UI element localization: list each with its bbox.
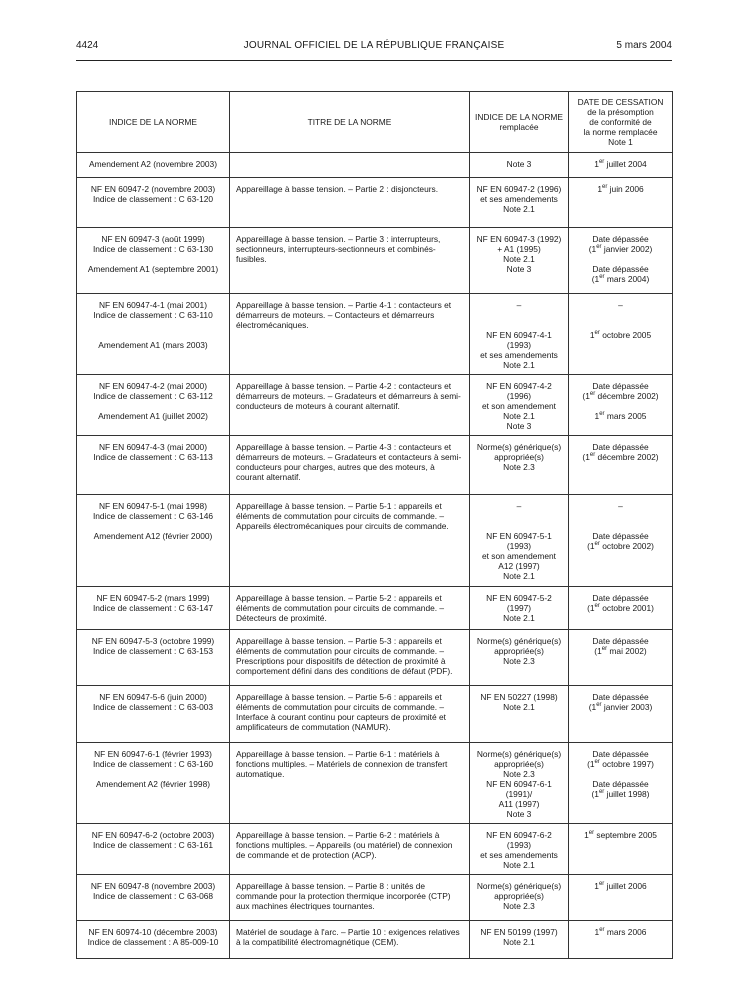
cell-line: Note 2.1 bbox=[503, 360, 535, 370]
table-row bbox=[77, 824, 673, 875]
cell-col4-content bbox=[569, 436, 672, 466]
cell-line: 1er juin 2006 bbox=[597, 184, 644, 194]
cell-line: NF EN 50199 (1997) bbox=[480, 927, 558, 937]
cell-col2 bbox=[230, 294, 470, 375]
cell-col2-content bbox=[230, 875, 469, 915]
cell-col1-content bbox=[77, 436, 229, 466]
cell-line: Appareillage à basse tension. – Partie 4-2 : contacteurs et démarreurs de moteurs. – Gradateurs et démarreurs à semi-conducteurs de moteurs à courant alternatif. bbox=[236, 381, 461, 411]
cell-col4 bbox=[569, 153, 673, 178]
cell-line: Date dépassée bbox=[592, 234, 649, 244]
cell-line: NF EN 60947-5-2 (mars 1999) bbox=[96, 593, 210, 603]
cell-col4-content bbox=[569, 921, 672, 941]
cell-line: – bbox=[618, 501, 623, 511]
cell-line: Note 2.1 bbox=[503, 613, 535, 623]
cell-col1-content bbox=[77, 875, 229, 905]
cell-col4 bbox=[569, 743, 673, 824]
cell-col1 bbox=[77, 436, 230, 495]
cell-col1-content bbox=[77, 587, 229, 617]
cell-line bbox=[573, 769, 668, 779]
table-row bbox=[77, 495, 673, 587]
cell-col1-content bbox=[77, 495, 229, 545]
cell-line: NF EN 60947-4-1 (1993) bbox=[486, 330, 552, 350]
cell-line: (1er octobre 2001) bbox=[587, 603, 654, 613]
cell-line: et ses amendements bbox=[480, 350, 558, 360]
cell-line bbox=[474, 521, 564, 531]
table-row bbox=[77, 436, 673, 495]
table-header-row bbox=[77, 92, 673, 153]
cell-col1 bbox=[77, 587, 230, 630]
cell-line: et ses amendements bbox=[480, 194, 558, 204]
cell-col2-content bbox=[230, 436, 469, 486]
cell-col3 bbox=[470, 495, 569, 587]
cell-line: (1er mai 2002) bbox=[594, 646, 647, 656]
cell-col2-content bbox=[230, 587, 469, 627]
cell-line: Indice de classement : C 63-130 bbox=[92, 244, 214, 254]
cell-col1-content bbox=[77, 824, 229, 854]
cell-col4 bbox=[569, 436, 673, 495]
cell-line: Note 2.1 bbox=[503, 860, 535, 870]
cell-line: Indice de classement : C 63-112 bbox=[93, 391, 213, 401]
cell-col1-content bbox=[77, 743, 229, 793]
cell-line: + A1 (1995) bbox=[497, 244, 541, 254]
cell-line: 1er juillet 2006 bbox=[594, 881, 647, 891]
cell-col4 bbox=[569, 178, 673, 228]
cell-line: Appareillage à basse tension. – Partie 3 : interrupteurs, sectionneurs, interrupteurs-sectionneurs et combinés-fusibles. bbox=[236, 234, 441, 264]
cell-line: NF EN 60947-5-3 (octobre 1999) bbox=[91, 636, 215, 646]
cell-line: Norme(s) générique(s) bbox=[476, 636, 562, 646]
cell-line: NF EN 60947-6-2 (octobre 2003) bbox=[91, 830, 215, 840]
table-row bbox=[77, 587, 673, 630]
cell-line: NF EN 60947-4-2 (mai 2000) bbox=[99, 381, 207, 391]
cell-col2-content bbox=[230, 375, 469, 415]
cell-line: Norme(s) générique(s) bbox=[476, 749, 562, 759]
cell-col2 bbox=[230, 921, 470, 959]
cell-col1-content bbox=[77, 630, 229, 660]
cell-line: NF EN 60947-4-3 (mai 2000) bbox=[99, 442, 207, 452]
cell-col1 bbox=[77, 153, 230, 178]
cell-col2 bbox=[230, 436, 470, 495]
cell-line: Date dépassée bbox=[592, 264, 649, 274]
cell-line: Indice de classement : C 63-153 bbox=[92, 646, 214, 656]
cell-line: Indice de classement : C 63-113 bbox=[93, 452, 213, 462]
cell-line: Matériel de soudage à l'arc. – Partie 10 : exigences relatives à la compatibilité électromagnétique (CEM). bbox=[236, 927, 460, 947]
cell-line: Note 2.3 bbox=[503, 462, 535, 472]
cell-line: Amendement A1 (mars 2003) bbox=[98, 340, 208, 350]
cell-col2-content bbox=[230, 921, 469, 951]
cell-line: Note 3 bbox=[506, 809, 532, 819]
cell-line: appropriée(s) bbox=[494, 452, 544, 462]
cell-line: NF EN 60947-3 (août 1999) bbox=[101, 234, 205, 244]
cell-line: NF EN 60947-4-1 (mai 2001) bbox=[99, 300, 207, 310]
cell-line: Amendement A1 (juillet 2002) bbox=[98, 411, 208, 421]
cell-line: et ses amendements bbox=[480, 850, 558, 860]
cell-line: Indice de classement : C 63-068 bbox=[92, 891, 214, 901]
cell-col3-content bbox=[470, 921, 568, 951]
cell-col2-content bbox=[230, 228, 469, 268]
header-col3-line: INDICE DE LA NORME bbox=[475, 112, 563, 122]
cell-line: Date dépassée bbox=[592, 636, 649, 646]
cell-col4 bbox=[569, 875, 673, 921]
cell-line: A11 (1997) bbox=[498, 799, 540, 809]
cell-line: A12 (1997) bbox=[498, 561, 540, 571]
cell-line: (1er octobre 2002) bbox=[587, 541, 654, 551]
cell-line: Appareillage à basse tension. – Partie 5-3 : appareils et éléments de commutation pour circuits de commande. – Prescriptions pour dispositifs de détection de proximité à comportement défini dans des conditions de défaut (PDF). bbox=[236, 636, 453, 676]
cell-col1-content bbox=[77, 686, 229, 716]
cell-line: Appareillage à basse tension. – Partie 6-1 : matériels à fonctions multiples. – Matériels de connexion de transfert automatique. bbox=[236, 749, 448, 779]
cell-col2 bbox=[230, 743, 470, 824]
cell-col4-content bbox=[569, 686, 672, 716]
header-col1: INDICE DE LA NORME bbox=[77, 92, 230, 153]
table-row bbox=[77, 375, 673, 436]
cell-line: Date dépassée bbox=[592, 779, 649, 789]
cell-line: Amendement A1 (septembre 2001) bbox=[87, 264, 219, 274]
cell-col3 bbox=[470, 824, 569, 875]
cell-line: Date dépassée bbox=[592, 749, 649, 759]
cell-line: (1er décembre 2002) bbox=[582, 452, 659, 462]
header-col4-line: DATE DE CESSATION bbox=[577, 97, 664, 107]
cell-col4-content bbox=[569, 495, 672, 555]
cell-col4-content bbox=[569, 375, 672, 425]
cell-line: 1er mars 2005 bbox=[594, 411, 647, 421]
cell-line: NF EN 60947-5-1 (mai 1998) bbox=[99, 501, 207, 511]
cell-line: NF EN 60947-4-2 (1996) bbox=[486, 381, 552, 401]
cell-line: Note 3 bbox=[506, 159, 532, 169]
cell-line: (1er mars 2004) bbox=[591, 274, 650, 284]
cell-col4 bbox=[569, 630, 673, 686]
standards-table bbox=[76, 91, 673, 959]
cell-col2 bbox=[230, 630, 470, 686]
cell-col3 bbox=[470, 178, 569, 228]
cell-line: Indice de classement : C 63-120 bbox=[92, 194, 214, 204]
cell-line bbox=[573, 320, 668, 330]
cell-line: Amendement A2 (février 1998) bbox=[95, 779, 211, 789]
cell-col4 bbox=[569, 228, 673, 294]
cell-line: Note 3 bbox=[506, 264, 532, 274]
cell-col1 bbox=[77, 178, 230, 228]
cell-col4 bbox=[569, 495, 673, 587]
header-col4-line: de la présomption bbox=[587, 107, 654, 117]
cell-line: (1er janvier 2003) bbox=[588, 702, 653, 712]
cell-line: Date dépassée bbox=[592, 381, 649, 391]
cell-line: Indice de classement : C 63-003 bbox=[92, 702, 214, 712]
cell-col4 bbox=[569, 375, 673, 436]
cell-line: Note 2.1 bbox=[503, 702, 535, 712]
cell-col3-content bbox=[470, 153, 568, 173]
cell-line: et son amendement bbox=[481, 551, 557, 561]
cell-col3-content bbox=[470, 375, 568, 435]
cell-col4-content bbox=[569, 228, 672, 288]
cell-col2 bbox=[230, 824, 470, 875]
cell-col1-content bbox=[77, 153, 229, 173]
cell-col3-content bbox=[470, 743, 568, 823]
cell-line: (1er janvier 2002) bbox=[588, 244, 653, 254]
cell-col1 bbox=[77, 824, 230, 875]
cell-line: 1er octobre 2005 bbox=[589, 330, 652, 340]
cell-col4-content bbox=[569, 875, 672, 895]
cell-line: Indice de classement : C 63-160 bbox=[92, 759, 214, 769]
cell-line: appropriée(s) bbox=[494, 891, 544, 901]
cell-col3-content bbox=[470, 824, 568, 874]
cell-line: Appareillage à basse tension. – Partie 8 : unités de commande pour la protection thermique incorporée (CTP) aux machines électriques tournantes. bbox=[236, 881, 451, 911]
header-col4 bbox=[569, 92, 673, 153]
cell-line: NF EN 60947-2 (novembre 2003) bbox=[90, 184, 216, 194]
cell-line: Note 2.3 bbox=[503, 769, 535, 779]
cell-line: (1er octobre 1997) bbox=[587, 759, 654, 769]
table-row bbox=[77, 686, 673, 743]
cell-line: 1er mars 2006 bbox=[594, 927, 647, 937]
cell-col2 bbox=[230, 495, 470, 587]
cell-col4 bbox=[569, 686, 673, 743]
cell-col2-content bbox=[230, 824, 469, 864]
cell-col4-content bbox=[569, 824, 672, 844]
cell-col3-content bbox=[470, 178, 568, 218]
table-row bbox=[77, 921, 673, 959]
cell-col1-content bbox=[77, 921, 229, 951]
cell-col2-content bbox=[230, 153, 469, 163]
table-row bbox=[77, 153, 673, 178]
cell-line: – bbox=[618, 300, 623, 310]
cell-col1 bbox=[77, 228, 230, 294]
cell-col1-content bbox=[77, 375, 229, 425]
cell-line: 1er septembre 2005 bbox=[584, 830, 657, 840]
cell-col4-content bbox=[569, 153, 672, 173]
cell-line bbox=[573, 310, 668, 320]
cell-col1 bbox=[77, 686, 230, 743]
cell-col1-content bbox=[77, 294, 229, 354]
cell-col4-content bbox=[569, 178, 672, 198]
cell-line: Date dépassée bbox=[592, 593, 649, 603]
cell-line bbox=[81, 521, 225, 531]
cell-col1-content bbox=[77, 178, 229, 208]
cell-line: Note 2.1 bbox=[503, 571, 535, 581]
cell-line: NF EN 60947-6-1 (1991)/ bbox=[486, 779, 552, 799]
cell-col4 bbox=[569, 587, 673, 630]
cell-col1 bbox=[77, 495, 230, 587]
cell-line bbox=[81, 769, 225, 779]
cell-line: Date dépassée bbox=[592, 531, 649, 541]
header-col2: TITRE DE LA NORME bbox=[230, 92, 470, 153]
cell-col3 bbox=[470, 630, 569, 686]
cell-col2 bbox=[230, 178, 470, 228]
cell-col4 bbox=[569, 294, 673, 375]
cell-line bbox=[81, 330, 225, 340]
cell-line bbox=[81, 401, 225, 411]
cell-line: Note 3 bbox=[506, 421, 532, 431]
header-col4-line: Note 1 bbox=[608, 137, 633, 147]
page-header bbox=[0, 40, 748, 56]
cell-col3-content bbox=[470, 686, 568, 716]
cell-line bbox=[573, 254, 668, 264]
cell-col3-content bbox=[470, 875, 568, 915]
header-col4-line: de conformité de bbox=[589, 117, 652, 127]
cell-line bbox=[474, 320, 564, 330]
header-col4-line: la norme remplacée bbox=[583, 127, 658, 137]
cell-line: Appareillage à basse tension. – Partie 4-1 : contacteurs et démarreurs de moteurs. – Contacteurs et démarreurs électromécaniques. bbox=[236, 300, 452, 330]
cell-col3-content bbox=[470, 436, 568, 476]
journal-title: JOURNAL OFFICIEL DE LA RÉPUBLIQUE FRANÇAISE bbox=[243, 40, 505, 51]
cell-col2 bbox=[230, 686, 470, 743]
issue-date: 5 mars 2004 bbox=[616, 40, 672, 51]
cell-line: Norme(s) générique(s) bbox=[476, 881, 562, 891]
cell-line: Indice de classement : C 63-147 bbox=[92, 603, 214, 613]
cell-col2-content bbox=[230, 495, 469, 535]
cell-line: Date dépassée bbox=[592, 442, 649, 452]
cell-col4-content bbox=[569, 743, 672, 803]
cell-col3 bbox=[470, 228, 569, 294]
cell-col3 bbox=[470, 875, 569, 921]
cell-line: Amendement A2 (novembre 2003) bbox=[88, 159, 218, 169]
cell-col2 bbox=[230, 375, 470, 436]
cell-line: Indice de classement : C 63-161 bbox=[92, 840, 214, 850]
cell-col3-content bbox=[470, 630, 568, 670]
cell-col2-content bbox=[230, 178, 469, 198]
cell-col3 bbox=[470, 436, 569, 495]
cell-col4 bbox=[569, 824, 673, 875]
cell-line: Appareillage à basse tension. – Partie 5-1 : appareils et éléments de commutation pour circuits de commande. – Appareils électromécaniques pour circuits de commande. bbox=[236, 501, 449, 531]
cell-col4-content bbox=[569, 630, 672, 660]
cell-col3-content bbox=[470, 294, 568, 374]
cell-col3 bbox=[470, 375, 569, 436]
cell-line: NF EN 60947-5-2 (1997) bbox=[486, 593, 552, 613]
table-row bbox=[77, 294, 673, 375]
cell-line: NF EN 60947-6-1 (février 1993) bbox=[94, 749, 212, 759]
cell-line: Note 2.3 bbox=[503, 656, 535, 666]
cell-line: Appareillage à basse tension. – Partie 4-3 : contacteurs et démarreurs de moteurs. – Gradateurs et contacteurs à semi-conducteurs pour charges, autres que des moteurs, à courant alternatif. bbox=[236, 442, 462, 482]
cell-col1 bbox=[77, 294, 230, 375]
cell-line: NF EN 60947-3 (1992) bbox=[476, 234, 562, 244]
cell-col2 bbox=[230, 228, 470, 294]
cell-col2 bbox=[230, 153, 470, 178]
cell-col1-content bbox=[77, 228, 229, 278]
header-col3-line: remplacée bbox=[499, 122, 539, 132]
cell-col2 bbox=[230, 587, 470, 630]
table-row bbox=[77, 178, 673, 228]
cell-line: Indice de classement : C 63-146 bbox=[92, 511, 214, 521]
page-number: 4424 bbox=[76, 40, 99, 51]
cell-line: (1er décembre 2002) bbox=[582, 391, 659, 401]
cell-line bbox=[81, 320, 225, 330]
cell-line: Norme(s) générique(s) bbox=[476, 442, 562, 452]
cell-col4-content bbox=[569, 294, 672, 344]
cell-line: et son amendement bbox=[481, 401, 557, 411]
cell-col3 bbox=[470, 294, 569, 375]
cell-line: 1er juillet 2004 bbox=[594, 159, 647, 169]
cell-line: appropriée(s) bbox=[494, 646, 544, 656]
cell-line: Date dépassée bbox=[592, 692, 649, 702]
header-col3 bbox=[470, 92, 569, 153]
cell-col3 bbox=[470, 587, 569, 630]
cell-col3 bbox=[470, 743, 569, 824]
cell-col1 bbox=[77, 921, 230, 959]
cell-line: – bbox=[516, 300, 522, 310]
table-row bbox=[77, 630, 673, 686]
cell-line: Amendement A12 (février 2000) bbox=[93, 531, 213, 541]
cell-line: Note 2.1 bbox=[503, 411, 535, 421]
table-row bbox=[77, 743, 673, 824]
cell-line: Indice de classement : C 63-110 bbox=[93, 310, 213, 320]
cell-line: NF EN 60974-10 (décembre 2003) bbox=[88, 927, 218, 937]
cell-col2-content bbox=[230, 743, 469, 783]
cell-col3-content bbox=[470, 587, 568, 627]
cell-line: Appareillage à basse tension. – Partie 2 : disjoncteurs. bbox=[236, 184, 439, 194]
cell-line bbox=[573, 521, 668, 531]
cell-line bbox=[81, 254, 225, 264]
cell-col4 bbox=[569, 921, 673, 959]
table-row bbox=[77, 875, 673, 921]
cell-col2-content bbox=[230, 630, 469, 680]
cell-col2-content bbox=[230, 294, 469, 334]
cell-col2-content bbox=[230, 686, 469, 736]
cell-col3 bbox=[470, 153, 569, 178]
cell-col3 bbox=[470, 686, 569, 743]
cell-line bbox=[573, 511, 668, 521]
cell-line: Appareillage à basse tension. – Partie 5-6 : appareils et éléments de commutation pour circuits de commande. – Interface à courant continu pour capteurs de proximité et amplificateurs de commutation (NAMUR). bbox=[236, 692, 446, 732]
cell-line: Appareillage à basse tension. – Partie 5-2 : appareils et éléments de commutation pour circuits de commande. – Détecteurs de proximité. bbox=[236, 593, 445, 623]
cell-line: NF EN 60947-5-6 (juin 2000) bbox=[99, 692, 207, 702]
cell-line: Indice de classement : A 85-009-10 bbox=[87, 937, 219, 947]
cell-col4-content bbox=[569, 587, 672, 617]
cell-line: – bbox=[516, 501, 522, 511]
table-row bbox=[77, 228, 673, 294]
cell-line: Note 2.1 bbox=[503, 937, 535, 947]
cell-line bbox=[573, 401, 668, 411]
cell-col3-content bbox=[470, 495, 568, 585]
cell-line: Note 2.3 bbox=[503, 901, 535, 911]
cell-line: Note 2.1 bbox=[503, 254, 535, 264]
cell-col2 bbox=[230, 875, 470, 921]
cell-col1 bbox=[77, 630, 230, 686]
cell-col1 bbox=[77, 375, 230, 436]
cell-line: NF EN 60947-6-2 (1993) bbox=[486, 830, 552, 850]
cell-col3 bbox=[470, 921, 569, 959]
cell-col1 bbox=[77, 743, 230, 824]
header-rule bbox=[76, 60, 672, 61]
cell-line: NF EN 60947-8 (novembre 2003) bbox=[90, 881, 216, 891]
cell-line bbox=[474, 511, 564, 521]
cell-line: appropriée(s) bbox=[494, 759, 544, 769]
cell-line bbox=[474, 310, 564, 320]
table-body bbox=[77, 153, 673, 959]
cell-line: Appareillage à basse tension. – Partie 6-2 : matériels à fonctions multiples. – Appareils (ou matériel) de connexion de commande et de protection (ACP). bbox=[236, 830, 453, 860]
cell-col3-content bbox=[470, 228, 568, 278]
cell-line: NF EN 50227 (1998) bbox=[480, 692, 558, 702]
cell-line: Note 2.1 bbox=[503, 204, 535, 214]
cell-line: NF EN 60947-2 (1996) bbox=[476, 184, 562, 194]
cell-col1 bbox=[77, 875, 230, 921]
cell-line: NF EN 60947-5-1 (1993) bbox=[486, 531, 552, 551]
cell-line: (1er juillet 1998) bbox=[591, 789, 650, 799]
